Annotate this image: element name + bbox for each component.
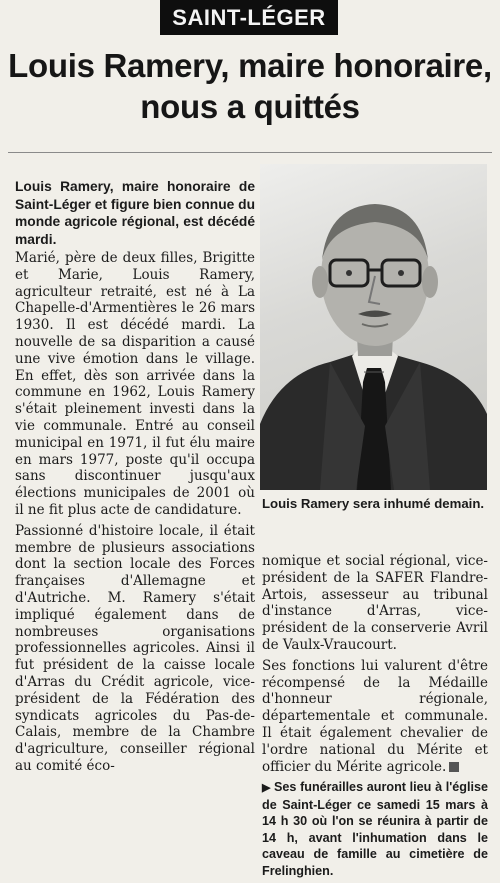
article-lede: Louis Ramery, maire honoraire de Saint-Léger et figure bien connue du monde agricole régional, est décédé mardi. <box>15 179 255 247</box>
section-rubric: SAINT-LÉGER <box>160 0 338 35</box>
triangle-right-icon: ▶ <box>262 782 274 795</box>
article-left-column <box>15 178 255 779</box>
end-of-article-icon <box>449 762 459 772</box>
portrait-photo <box>260 164 487 490</box>
article-paragraph: Marié, père de deux filles, Brigitte et Marie, Louis Ramery, agriculteur retraité, est né à La Chapelle-d'Armentières le 26 mars 1930. Il est décédé mardi. La nouvelle de sa disparition a causé une vive émotion dans le village. En effet, dès son arrivée dans la commune en 1962, Louis Ramery s'était pleinement investi dans la vie communale. Entré au conseil municipal en 1971, il fut élu maire en mars 1977, poste qu'il occupa sans discontinuer jusqu'aux élections municipales de 2001 où il ne fit plus acte de candidature. <box>15 250 255 518</box>
article-paragraph: Passionné d'histoire locale, il était membre de plusieurs associations dont la section locale des Forces françaises d'Allemagne et d'Autriche. M. Ramery s'était impliqué également dans de nombreuses organisations professionnelles agricoles. Ainsi il fut président de la caisse locale d'Arras du Crédit agricole, vice-président de la Fédération des syndicats agricoles du Pas-de-Calais, membre de la Chambre d'agriculture, conseiller régional au comité éco- <box>15 522 255 774</box>
article-paragraph <box>262 658 488 776</box>
headline-divider <box>8 152 492 153</box>
portrait-illustration <box>260 164 487 490</box>
funeral-notice-text: Ses funérailles auront lieu à l'église de Saint-Léger ce samedi 15 mars à 14 h 30 où l'on se réunira à partir de 14 h, avant l'inhumation dans le caveau de famille au cimetière de Frelinghien. <box>262 780 489 878</box>
article-right-column <box>262 553 488 883</box>
photo-caption: Louis Ramery sera inhumé demain. <box>262 496 485 511</box>
funeral-notice <box>262 779 488 879</box>
article-paragraph-text: Ses fonctions lui valurent d'être récompensé de la Médaille d'honneur régionale, départementale et communale. Il était également chevalier de l'ordre national du Mérite et officier du Mérite agricole. <box>262 657 488 775</box>
article-headline: Louis Ramery, maire honoraire, nous a quittés <box>8 47 492 125</box>
article-paragraph: nomique et social régional, vice-président de la SAFER Flandre-Artois, assesseur au tribunal d'instance d'Arras, vice-président de la conserverie Avril de Vaulx-Vraucourt. <box>262 553 488 653</box>
